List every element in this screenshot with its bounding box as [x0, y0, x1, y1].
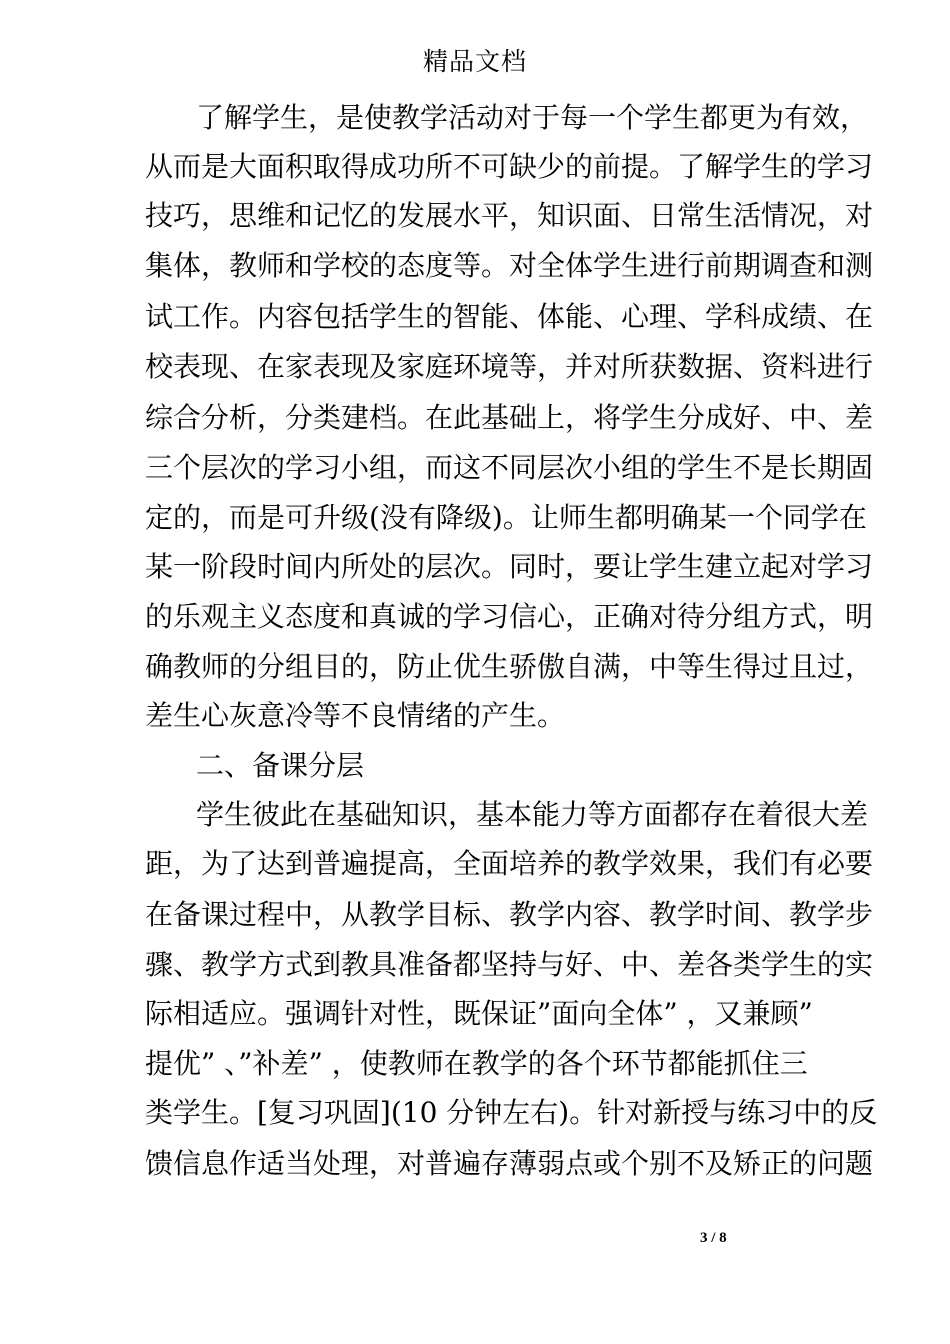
text-line: 集体，教师和学校的态度等。对全体学生进行前期调查和测 [145, 249, 874, 282]
text-line: 学生彼此在基础知识，基本能力等方面都存在着很大差 [196, 798, 869, 831]
text-line: 提优” 、”补差” ，使教师在教学的各个环节都能抓住三 [145, 1047, 808, 1080]
text-line: 在备课过程中，从教学目标、教学内容、教学时间、教学步 [145, 898, 874, 931]
text-line: 从而是大面积取得成功所不可缺少的前提。了解学生的学习 [145, 150, 874, 183]
text-line: 试工作。内容包括学生的智能、体能、心理、学科成绩、在 [145, 300, 874, 333]
text-line: 际相适应。强调针对性，既保证”面向全体” ，又兼顾” [145, 997, 813, 1030]
text-line: 了解学生，是使教学活动对于每一个学生都更为有效， [196, 101, 869, 134]
text-line: 差生心灰意冷等不良情绪的产生。 [145, 699, 566, 732]
text-line: 综合分析，分类建档。在此基础上，将学生分成好、中、差 [145, 401, 874, 434]
text-line: 技巧，思维和记忆的发展水平，知识面、日常生活情况，对 [145, 199, 874, 232]
text-line: 骤、教学方式到教具准备都坚持与好、中、差各类学生的实 [145, 948, 874, 981]
text-line: 的乐观主义态度和真诚的学习信心，正确对待分组方式，明 [145, 600, 874, 633]
text-line: 馈信息作适当处理，对普遍存薄弱点或个别不及矫正的问题 [145, 1147, 874, 1180]
text-line: 类学生。[复习巩固](10 分钟左右)。针对新授与练习中的反 [145, 1096, 878, 1129]
text-line: 三个层次的学习小组，而这不同层次小组的学生不是长期固 [145, 451, 874, 484]
text-line: 某一阶段时间内所处的层次。同时，要让学生建立起对学习 [145, 550, 874, 583]
text-line: 定的，而是可升级(没有降级)。让师生都明确某一个同学在 [145, 501, 867, 534]
page-number: 3 / 8 [700, 1230, 727, 1246]
text-line: 校表现、在家表现及家庭环境等，并对所获数据、资料进行 [145, 350, 874, 383]
section-heading: 二、备课分层 [196, 749, 365, 782]
text-line: 距，为了达到普遍提高，全面培养的教学效果，我们有必要 [145, 847, 874, 880]
page-header-title: 精品文档 [422, 47, 527, 76]
text-line: 确教师的分组目的，防止优生骄傲自满，中等生得过且过， [145, 650, 874, 683]
